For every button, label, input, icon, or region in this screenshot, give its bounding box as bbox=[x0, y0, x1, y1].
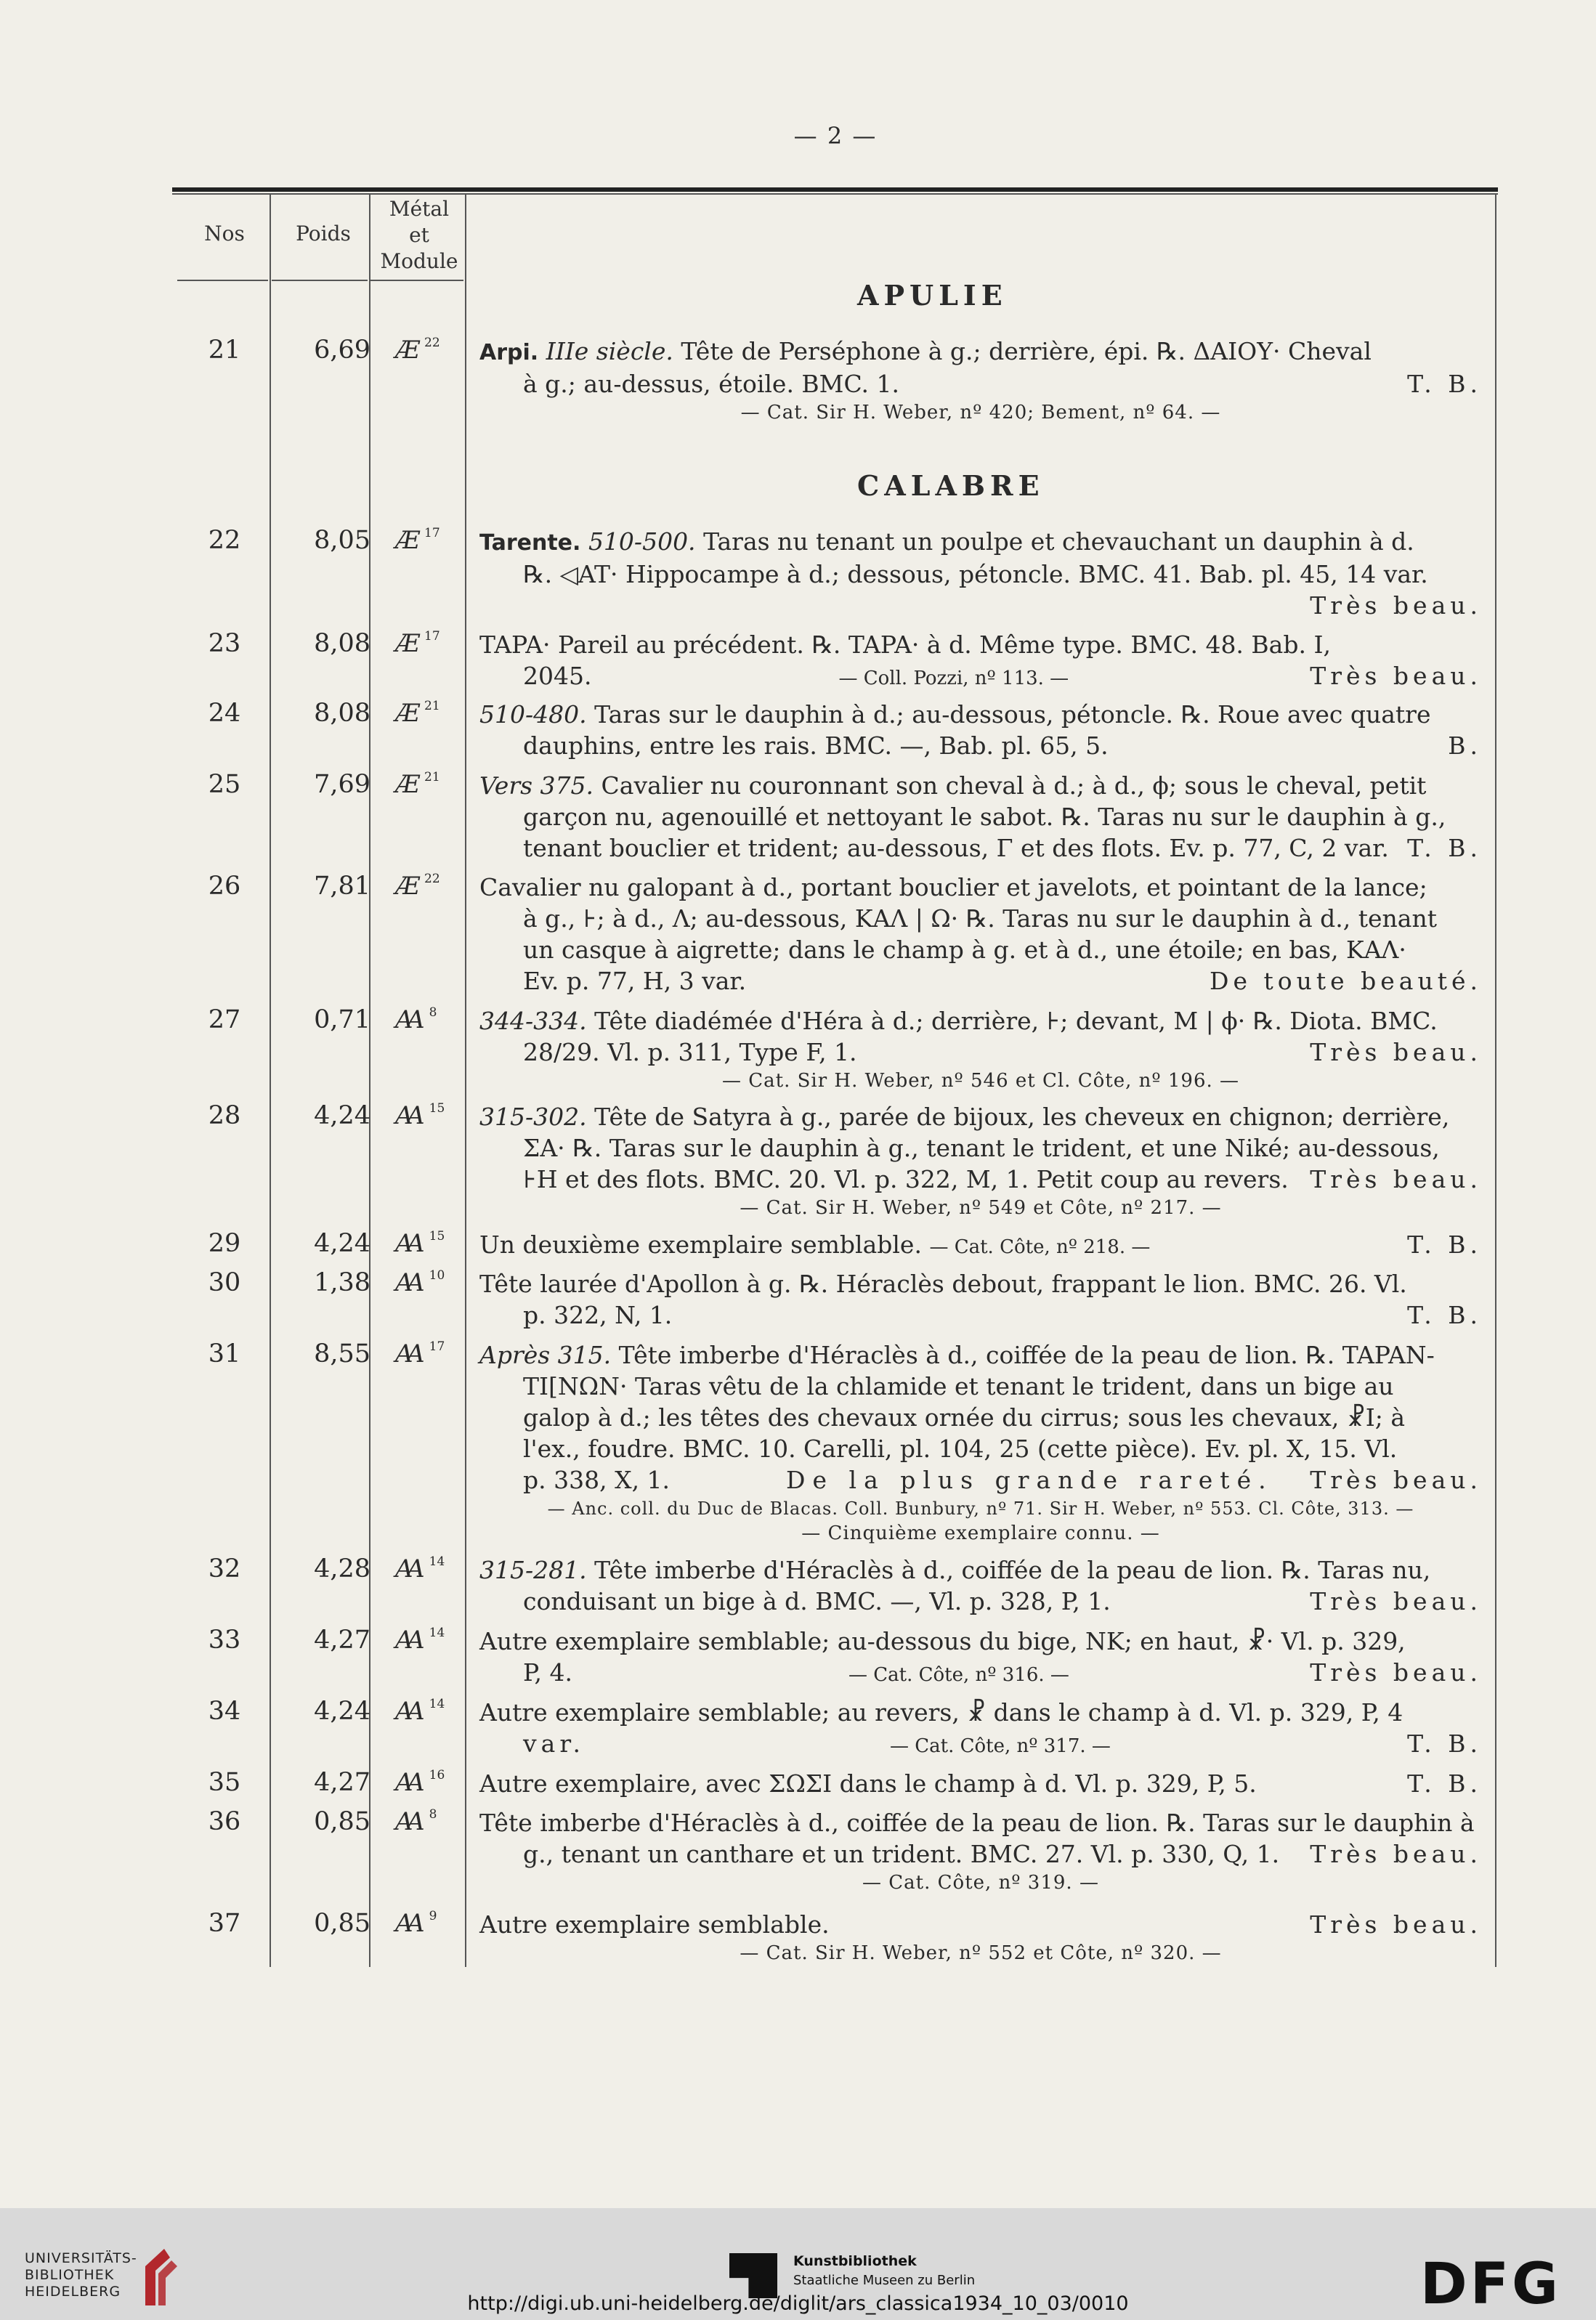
module: 15 bbox=[429, 1101, 445, 1116]
metal-symbol: Ꜳ bbox=[395, 1909, 425, 1938]
entry-weight: 8,55 bbox=[314, 1339, 370, 1368]
module: 16 bbox=[429, 1768, 445, 1782]
header-poids: Poids bbox=[296, 222, 351, 246]
reference: — Cat. Côte, nº 317. — bbox=[889, 1735, 1111, 1757]
grade: Très beau. bbox=[1310, 662, 1482, 690]
desc-line-2: ℞. ◁AT· Hippocampe à d.; dessous, pétoncle. BMC. 41. Bab. pl. 45, 14 var. bbox=[523, 560, 1428, 588]
module: 22 bbox=[424, 336, 440, 350]
header-underline-nos bbox=[177, 280, 268, 281]
desc-line-1: Taras sur le dauphin à d.; au-dessous, pétoncle. ℞. Roue avec quatre bbox=[594, 700, 1431, 729]
source-url[interactable]: http://digi.ub.uni-heidelberg.de/diglit/ars_classica1934_10_03/0010 bbox=[467, 2292, 1129, 2315]
entry-metal bbox=[378, 872, 469, 901]
entry-weight: 7,69 bbox=[314, 770, 370, 799]
desc-line-1: Autre exemplaire semblable. bbox=[479, 1910, 830, 1939]
entry-metal bbox=[378, 699, 469, 728]
reference: — Cat. Sir H. Weber, nº 552 et Côte, nº 320. — bbox=[740, 1942, 1222, 1964]
module: 8 bbox=[429, 1807, 437, 1822]
module: 14 bbox=[429, 1697, 445, 1711]
entry-weight: 0,71 bbox=[314, 1005, 370, 1034]
metal-symbol: Æ bbox=[395, 336, 421, 365]
header-metal-1: Métal bbox=[389, 197, 450, 221]
grade: Très beau. bbox=[1310, 1910, 1482, 1939]
header-metal bbox=[372, 196, 466, 275]
desc-line-3: galop à d.; les têtes des chevaux ornée du cirrus; sous les chevaux, ☧I; à bbox=[523, 1403, 1406, 1432]
module: 14 bbox=[429, 1626, 445, 1640]
entry-description bbox=[479, 872, 1482, 997]
entry-description bbox=[479, 1807, 1482, 1894]
desc-line-3: un casque à aigrette; dans le champ à g. et à d., une étoile; en bas, ΚΑΛ· bbox=[523, 936, 1406, 964]
grade: Très beau. bbox=[1310, 1587, 1482, 1615]
desc-line-3: tenant bouclier et trident; au-dessous, Γ et des flots. Ev. p. 77, C, 2 var. bbox=[523, 834, 1389, 862]
entry-number: 22 bbox=[208, 526, 241, 555]
desc-line-1: Tête de Satyra à g., parée de bijoux, les cheveux en chignon; derrière, bbox=[594, 1103, 1450, 1131]
desc-line-3: ⊦Η et des flots. BMC. 20. Vl. p. 322, M, 1. Petit coup au revers. bbox=[523, 1165, 1289, 1193]
entry-description bbox=[479, 1005, 1482, 1092]
grade: T. B. bbox=[1407, 1230, 1482, 1259]
entry-number: 32 bbox=[208, 1554, 241, 1583]
grade: Très beau. bbox=[1310, 1165, 1482, 1193]
ub-line-3: HEIDELBERG bbox=[25, 2284, 121, 2300]
metal-symbol: Ꜳ bbox=[395, 1229, 425, 1258]
entry-number: 21 bbox=[208, 336, 241, 365]
kunstbibliothek-label bbox=[793, 2252, 975, 2290]
section-calabre: CALABRE bbox=[857, 469, 1045, 502]
module: 9 bbox=[429, 1909, 437, 1923]
entry-number: 30 bbox=[208, 1268, 241, 1297]
entry-description bbox=[479, 629, 1482, 694]
entry-weight: 8,08 bbox=[314, 699, 370, 728]
entry-metal bbox=[378, 1229, 469, 1258]
divider-right bbox=[1495, 195, 1496, 1967]
grade: T. B. bbox=[1407, 1301, 1482, 1329]
desc-line-1: Tête imberbe d'Héraclès à d., coiffée de la peau de lion. ℞. TAPAN- bbox=[618, 1341, 1435, 1369]
desc-line-1: Cavalier nu couronnant son cheval à d.; à d., ϕ; sous le cheval, petit bbox=[601, 771, 1427, 800]
entry-number: 23 bbox=[208, 629, 241, 658]
desc-line-2: garçon nu, agenouillé et nettoyant le sabot. ℞. Taras nu sur le dauphin à g., bbox=[523, 803, 1446, 831]
desc-line-2: dauphins, entre les rais. BMC. —, Bab. pl. 65, 5. bbox=[523, 731, 1109, 760]
entry-number: 26 bbox=[208, 872, 241, 901]
desc-line-2: p. 322, N, 1. bbox=[523, 1301, 673, 1329]
reference: — Anc. coll. du Duc de Blacas. Coll. Bunbury, nº 71. Sir H. Weber, nº 553. Cl. Côte, 313. — bbox=[547, 1498, 1414, 1519]
top-rule bbox=[172, 187, 1498, 192]
entry-metal bbox=[378, 1909, 469, 1938]
metal-symbol: Æ bbox=[395, 872, 421, 901]
entry-number: 35 bbox=[208, 1768, 241, 1797]
entry-metal bbox=[378, 1101, 469, 1130]
entry-number: 31 bbox=[208, 1339, 241, 1368]
desc-line-1: Autre exemplaire semblable; au revers, ☧ dans le champ à d. Vl. p. 329, P, 4 bbox=[479, 1698, 1403, 1727]
module: 17 bbox=[424, 526, 440, 540]
entry-description bbox=[479, 526, 1482, 621]
desc-line-1: TAPA· Pareil au précédent. ℞. TAPA· à d. Même type. BMC. 48. Bab. I, bbox=[479, 630, 1331, 659]
metal-symbol: Ꜳ bbox=[395, 1626, 425, 1655]
reference-2: — Cinquième exemplaire connu. — bbox=[801, 1522, 1160, 1544]
desc-line-1: Tête imberbe d'Héraclès à d., coiffée de la peau de lion. ℞. Taras sur le dauphin à bbox=[479, 1809, 1475, 1837]
entry-description bbox=[479, 1339, 1482, 1545]
entry-metal bbox=[378, 1626, 469, 1655]
grade: De toute beauté. bbox=[1209, 967, 1482, 995]
top-rule-thin bbox=[172, 193, 1498, 195]
lead-date: 510-480. bbox=[479, 700, 587, 729]
grade: Très beau. bbox=[1310, 591, 1482, 620]
desc-line-2: var. bbox=[523, 1729, 585, 1758]
desc-line-2: TI[ΝΩΝ· Taras vêtu de la chlamide et tenant le trident, dans un bige au bbox=[523, 1372, 1394, 1400]
module: 8 bbox=[429, 1005, 437, 1020]
entry-weight: 4,27 bbox=[314, 1626, 370, 1655]
entry-metal bbox=[378, 1339, 469, 1368]
entry-number: 27 bbox=[208, 1005, 241, 1034]
entry-weight: 4,24 bbox=[314, 1229, 370, 1258]
entry-description bbox=[479, 770, 1482, 864]
desc-line-1: Autre exemplaire, avec ΣΩΣΙ dans le champ à d. Vl. p. 329, P, 5. bbox=[479, 1769, 1257, 1798]
reference: — Cat. Côte, nº 319. — bbox=[862, 1872, 1099, 1894]
desc-line-2: conduisant un bige à d. BMC. —, Vl. p. 328, P, 1. bbox=[523, 1587, 1111, 1615]
kunstbibliothek-logo-icon bbox=[729, 2253, 777, 2298]
desc-line-2: P, 4. bbox=[523, 1658, 572, 1687]
desc-line-1: Autre exemplaire semblable; au-dessous du bige, ΝΚ; en haut, ☧· Vl. p. 329, bbox=[479, 1627, 1406, 1655]
entry-metal bbox=[378, 629, 469, 658]
entry-weight: 4,24 bbox=[314, 1697, 370, 1726]
reference: — Coll. Pozzi, nº 113. — bbox=[838, 668, 1069, 689]
entry-weight: 4,24 bbox=[314, 1101, 370, 1130]
metal-symbol: Æ bbox=[395, 699, 421, 728]
reference: — Cat. Sir H. Weber, nº 546 et Cl. Côte, nº 196. — bbox=[721, 1070, 1240, 1092]
desc-line-5: p. 338, X, 1. bbox=[523, 1466, 671, 1494]
entry-metal bbox=[378, 1768, 469, 1797]
metal-symbol: Æ bbox=[395, 629, 421, 658]
desc-line-2: ΣΑ· ℞. Taras sur le dauphin à g., tenant le trident, et une Niké; au-dessous, bbox=[523, 1134, 1440, 1162]
kb-subtitle: Staatliche Museen zu Berlin bbox=[793, 2273, 976, 2288]
dfg-logo: DFG bbox=[1420, 2252, 1562, 2317]
header-metal-3: Module bbox=[380, 249, 458, 273]
entry-metal bbox=[378, 1005, 469, 1034]
metal-symbol: Ꜳ bbox=[395, 1697, 425, 1726]
entry-weight: 7,81 bbox=[314, 872, 370, 901]
desc-line-1: Tête diadémée d'Héra à d.; derrière, ⊦; devant, Μ | ϕ· ℞. Diota. BMC. bbox=[594, 1007, 1438, 1035]
entry-description bbox=[479, 1268, 1482, 1331]
lead-date: Vers 375. bbox=[479, 771, 594, 800]
reference: — Cat. Sir H. Weber, nº 420; Bement, nº 64. — bbox=[740, 402, 1221, 423]
entry-description bbox=[479, 336, 1482, 424]
grade: T. B. bbox=[1407, 834, 1482, 862]
header-underline-metal bbox=[370, 280, 463, 281]
metal-symbol: Ꜳ bbox=[395, 1554, 425, 1583]
ub-line-1: UNIVERSITÄTS- bbox=[25, 2250, 137, 2266]
entry-metal bbox=[378, 526, 469, 555]
entry-description bbox=[479, 699, 1482, 761]
lead-date: Après 315. bbox=[479, 1341, 612, 1369]
desc-line-2: 28/29. Vl. p. 311, Type F, 1. bbox=[523, 1038, 857, 1066]
entry-number: 29 bbox=[208, 1229, 241, 1258]
desc-line-4: Ev. p. 77, H, 3 var. bbox=[523, 967, 747, 995]
entry-weight: 4,28 bbox=[314, 1554, 370, 1583]
entry-metal bbox=[378, 770, 469, 799]
entry-number: 34 bbox=[208, 1697, 241, 1726]
entry-weight: 0,85 bbox=[314, 1909, 370, 1938]
desc-line-2: à g.; au-dessus, étoile. BMC. 1. bbox=[523, 370, 900, 398]
grade: T. B. bbox=[1407, 370, 1482, 398]
metal-symbol: Æ bbox=[395, 526, 421, 555]
lead-date: 344-334. bbox=[479, 1007, 587, 1035]
desc-line-4: l'ex., foudre. BMC. 10. Carelli, pl. 104, 25 (cette pièce). Ev. pl. X, 15. Vl. bbox=[523, 1435, 1398, 1463]
grade: Très beau. bbox=[1310, 1038, 1482, 1066]
entry-metal bbox=[378, 1268, 469, 1297]
desc-line-1: Tête de Perséphone à g.; derrière, épi. ℞. ΔΑΙΟΥ· Cheval bbox=[681, 337, 1372, 365]
ub-line-2: BIBLIOTHEK bbox=[25, 2267, 115, 2283]
entry-metal bbox=[378, 336, 469, 365]
metal-symbol: Ꜳ bbox=[395, 1268, 425, 1297]
grade: Très beau. bbox=[1310, 1658, 1482, 1687]
desc-line-1: Tête laurée d'Apollon à g. ℞. Héraclès debout, frappant le lion. BMC. 26. Vl. bbox=[479, 1270, 1407, 1298]
desc-line-1: Tête imberbe d'Héraclès à d., coiffée de la peau de lion. ℞. Taras nu, bbox=[594, 1556, 1431, 1584]
entry-number: 33 bbox=[208, 1626, 241, 1655]
footer-bar bbox=[0, 2208, 1596, 2320]
grade: B. bbox=[1448, 731, 1482, 760]
metal-symbol: Ꜳ bbox=[395, 1339, 425, 1368]
grade: T. B. bbox=[1407, 1769, 1482, 1798]
section-apulie: APULIE bbox=[857, 279, 1008, 312]
lead-place: Arpi. bbox=[479, 340, 539, 365]
module: 21 bbox=[424, 770, 440, 784]
lead-date: 315-302. bbox=[479, 1103, 587, 1131]
metal-symbol: Ꜳ bbox=[395, 1101, 425, 1130]
desc-line-2: 2045. bbox=[523, 662, 592, 690]
desc-line-1: Un deuxième exemplaire semblable. bbox=[479, 1230, 922, 1259]
entry-description bbox=[479, 1101, 1482, 1220]
entry-weight: 8,08 bbox=[314, 629, 370, 658]
grade: Très beau. bbox=[1310, 1466, 1482, 1494]
reference: — Cat. Côte, nº 218. — bbox=[929, 1236, 1151, 1258]
entry-weight: 1,38 bbox=[314, 1268, 370, 1297]
lead-date: IIIe siècle. bbox=[546, 337, 673, 365]
module: 21 bbox=[424, 699, 440, 713]
lead-date: 315-281. bbox=[479, 1556, 587, 1584]
reference: — Cat. Sir H. Weber, nº 549 et Côte, nº 217. — bbox=[740, 1197, 1222, 1219]
desc-line-2: à g., ⊦; à d., Λ; au-dessous, ΚΑΛ | Ω· ℞. Taras nu sur le dauphin à d., tenant bbox=[523, 904, 1437, 933]
module: 17 bbox=[429, 1339, 445, 1354]
entry-number: 37 bbox=[208, 1909, 241, 1938]
kb-title: Kunstbibliothek bbox=[793, 2253, 917, 2269]
metal-symbol: Ꜳ bbox=[395, 1768, 425, 1797]
entry-description bbox=[479, 1626, 1482, 1691]
grade: T. B. bbox=[1407, 1729, 1482, 1758]
entry-description bbox=[479, 1768, 1482, 1799]
entry-weight: 6,69 bbox=[314, 336, 370, 365]
grade: Très beau. bbox=[1310, 1840, 1482, 1868]
entry-description bbox=[479, 1554, 1482, 1617]
desc-line-1: Cavalier nu galopant à d., portant bouclier et javelots, et pointant de la lance; bbox=[479, 873, 1427, 901]
metal-symbol: Æ bbox=[395, 770, 421, 799]
entry-description bbox=[479, 1229, 1482, 1263]
entry-weight: 4,27 bbox=[314, 1768, 370, 1797]
entry-number: 24 bbox=[208, 699, 241, 728]
reference: — Cat. Côte, nº 316. — bbox=[848, 1664, 1069, 1686]
module: 17 bbox=[424, 629, 440, 644]
module: 15 bbox=[429, 1229, 445, 1244]
rarity: De la plus grande rareté. bbox=[786, 1466, 1273, 1494]
entry-weight: 0,85 bbox=[314, 1807, 370, 1836]
desc-line-1: Taras nu tenant un poulpe et chevauchant un dauphin à d. bbox=[703, 527, 1414, 556]
entry-metal bbox=[378, 1807, 469, 1836]
header-metal-2: et bbox=[409, 223, 429, 247]
entry-description bbox=[479, 1697, 1482, 1762]
page-number: — 2 — bbox=[793, 122, 878, 150]
entry-description bbox=[479, 1909, 1482, 1965]
header-underline-poids bbox=[272, 280, 368, 281]
module: 14 bbox=[429, 1554, 445, 1569]
entry-number: 25 bbox=[208, 770, 241, 799]
module: 10 bbox=[429, 1268, 445, 1283]
lead-place: Tarente. bbox=[479, 530, 581, 556]
desc-line-2: g., tenant un canthare et un trident. BMC. 27. Vl. p. 330, Q, 1. bbox=[523, 1840, 1280, 1868]
metal-symbol: Ꜳ bbox=[395, 1807, 425, 1836]
entry-number: 36 bbox=[208, 1807, 241, 1836]
metal-symbol: Ꜳ bbox=[395, 1005, 425, 1034]
lead-date: 510-500. bbox=[588, 527, 696, 556]
module: 22 bbox=[424, 872, 440, 886]
entry-number: 28 bbox=[208, 1101, 241, 1130]
entry-weight: 8,05 bbox=[314, 526, 370, 555]
entry-metal bbox=[378, 1554, 469, 1583]
entry-metal bbox=[378, 1697, 469, 1726]
header-nos: Nos bbox=[204, 222, 245, 246]
